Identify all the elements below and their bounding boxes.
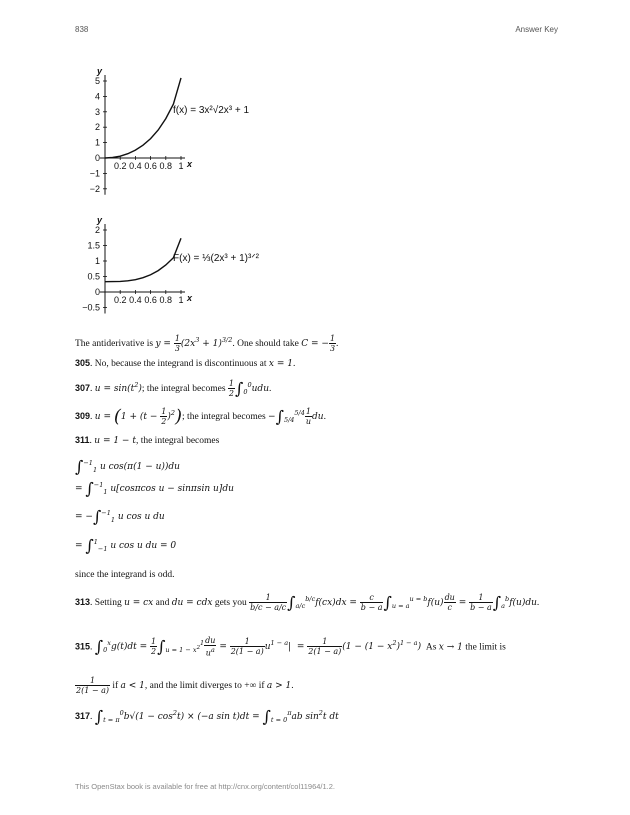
x-tick-label: 0.4 bbox=[129, 295, 142, 305]
answer-309-number: 309 bbox=[75, 411, 91, 421]
answer-311-conclusion: since the integrand is odd. bbox=[75, 570, 175, 580]
y-tick-label: 0.5 bbox=[87, 271, 100, 282]
y-tick-label: 2 bbox=[94, 122, 100, 133]
footer-note: This OpenStax book is available for free at http://cnx.org/content/col11964/1.2. bbox=[75, 782, 336, 791]
x-tick-label: 0.4 bbox=[129, 161, 142, 171]
answer-307-number: 307 bbox=[75, 383, 91, 393]
answer-317-number: 317 bbox=[75, 711, 91, 721]
antiderivative-lead: The antiderivative is bbox=[75, 339, 154, 349]
y-axis-label: y bbox=[96, 66, 102, 76]
x-axis-label: x bbox=[187, 293, 193, 303]
y-tick-label: −0.5 bbox=[82, 302, 100, 313]
x-tick-label: 1 bbox=[178, 161, 184, 171]
y-tick-label: 1 bbox=[94, 137, 100, 148]
y-tick-label: 5 bbox=[94, 76, 100, 86]
x-tick-label: 0.6 bbox=[144, 161, 157, 171]
graph-F bbox=[75, 214, 275, 314]
x-tick-label: 0.6 bbox=[144, 295, 157, 305]
answer-305: 305. No, because the integrand is discontinuous at x = 1. bbox=[75, 358, 296, 369]
x-tick-label: 1 bbox=[178, 295, 184, 305]
y-tick-label: −2 bbox=[89, 183, 100, 194]
answer-313-number: 313 bbox=[75, 597, 91, 607]
function-curve bbox=[105, 238, 181, 281]
x-tick-label: 0.8 bbox=[159, 161, 173, 171]
y-tick-label: 3 bbox=[94, 106, 100, 117]
graph-f bbox=[75, 66, 275, 201]
y-axis-label: y bbox=[96, 215, 102, 225]
y-tick-label: 0 bbox=[94, 287, 100, 297]
answer-309: 309. u = (1 + (t − $\frac{1}{2}$ )$^2$); the integral becomes $-\int_{5/4}^{5/4}$ $\frac{1}{u}$ du. bbox=[75, 406, 326, 427]
answer-311-step1: ∫$^{-1}_1$ u cos(π(1 − u))du bbox=[75, 457, 180, 476]
x-tick-label: 0.2 bbox=[113, 295, 127, 305]
y-tick-label: 0 bbox=[94, 153, 100, 163]
answer-311-step4: = ∫$^1_{-1}$ u cos u du = 0 bbox=[75, 536, 177, 555]
x-tick-label: 0.8 bbox=[159, 295, 173, 305]
answer-313: 313. Setting u = cx and du = cdx gets you $\frac{1}{b/c - a/c}$ $\int_{a/c}^{b/c}f(cx)dx$ = $\frac{c}{b - a}$ $\int_{u = a}^{u = b}f(u)$ $\frac{du}{c}$ = $\frac{1}{b - a}$ $\int_a^bf(u)du$. bbox=[75, 593, 540, 612]
y-tick-label: 2 bbox=[94, 225, 100, 235]
answer-315: 315. $\int_0^xg(t)dt$ = $\frac{1}{2}$ $\int_{u = 1 - x^2}^1$ $\frac{du}{u^a}$ = $\frac{1}{2(1 - a)}$ $u^{1 - a}|$ = $\frac{1}{2(1 - a)}$ $(1 - (1 - x^2)^{1 - a})$ As x → 1 the limit is bbox=[75, 636, 506, 658]
section-title: Answer Key bbox=[515, 25, 558, 34]
y-tick-label: 4 bbox=[94, 91, 100, 102]
antiderivative-mid: . One should take bbox=[232, 339, 299, 349]
function-curve bbox=[105, 78, 181, 158]
answer-311-number: 311 bbox=[75, 435, 90, 445]
x-tick-label: 0.2 bbox=[113, 161, 127, 171]
answer-311: 311. u = 1 − t, the integral becomes bbox=[75, 435, 220, 446]
answer-317: 317. $\int_{t = \pi}^0b√(1 - \cos^2t) \times (-a$ $\sin t)dt = \int_{t = 0}^\pi ab$ $\sin^2t$ dt bbox=[75, 707, 339, 726]
answer-315-number: 315 bbox=[75, 641, 91, 652]
y-tick-label: 1.5 bbox=[87, 240, 100, 251]
antiderivative-line: The antiderivative is y = $\frac{1}{3}$ $(2x^3 + 1)^{3/2}$. One should take C = − $\frac{1}{3}$ . bbox=[75, 334, 339, 353]
x-axis-label: x bbox=[187, 159, 193, 169]
page-number: 838 bbox=[75, 25, 89, 34]
answer-311-step3: = −∫$^{-1}_1$ u cos u du bbox=[75, 507, 165, 526]
y-tick-label: −1 bbox=[89, 168, 100, 179]
y-tick-label: 1 bbox=[94, 256, 100, 266]
function-label: F(x) = ⅓(2x³ + 1)³ᐟ² bbox=[173, 253, 259, 264]
answer-311-step2: = ∫$^{-1}_1$ u[cosπcos u − sinπsin u]du bbox=[75, 479, 234, 498]
answer-305-number: 305 bbox=[75, 358, 91, 368]
answer-315-continued: $\frac{1}{2(1 - a)}$ if a < 1, and the limit diverges to +∞ if a > 1. bbox=[76, 676, 294, 695]
answer-307: 307. $u = \sin(t^2)$; the integral becomes $\frac{1}{2}$ $\int_0^0udu$. bbox=[75, 379, 272, 398]
function-label: f(x) = 3x²√2x³ + 1 bbox=[173, 105, 250, 116]
